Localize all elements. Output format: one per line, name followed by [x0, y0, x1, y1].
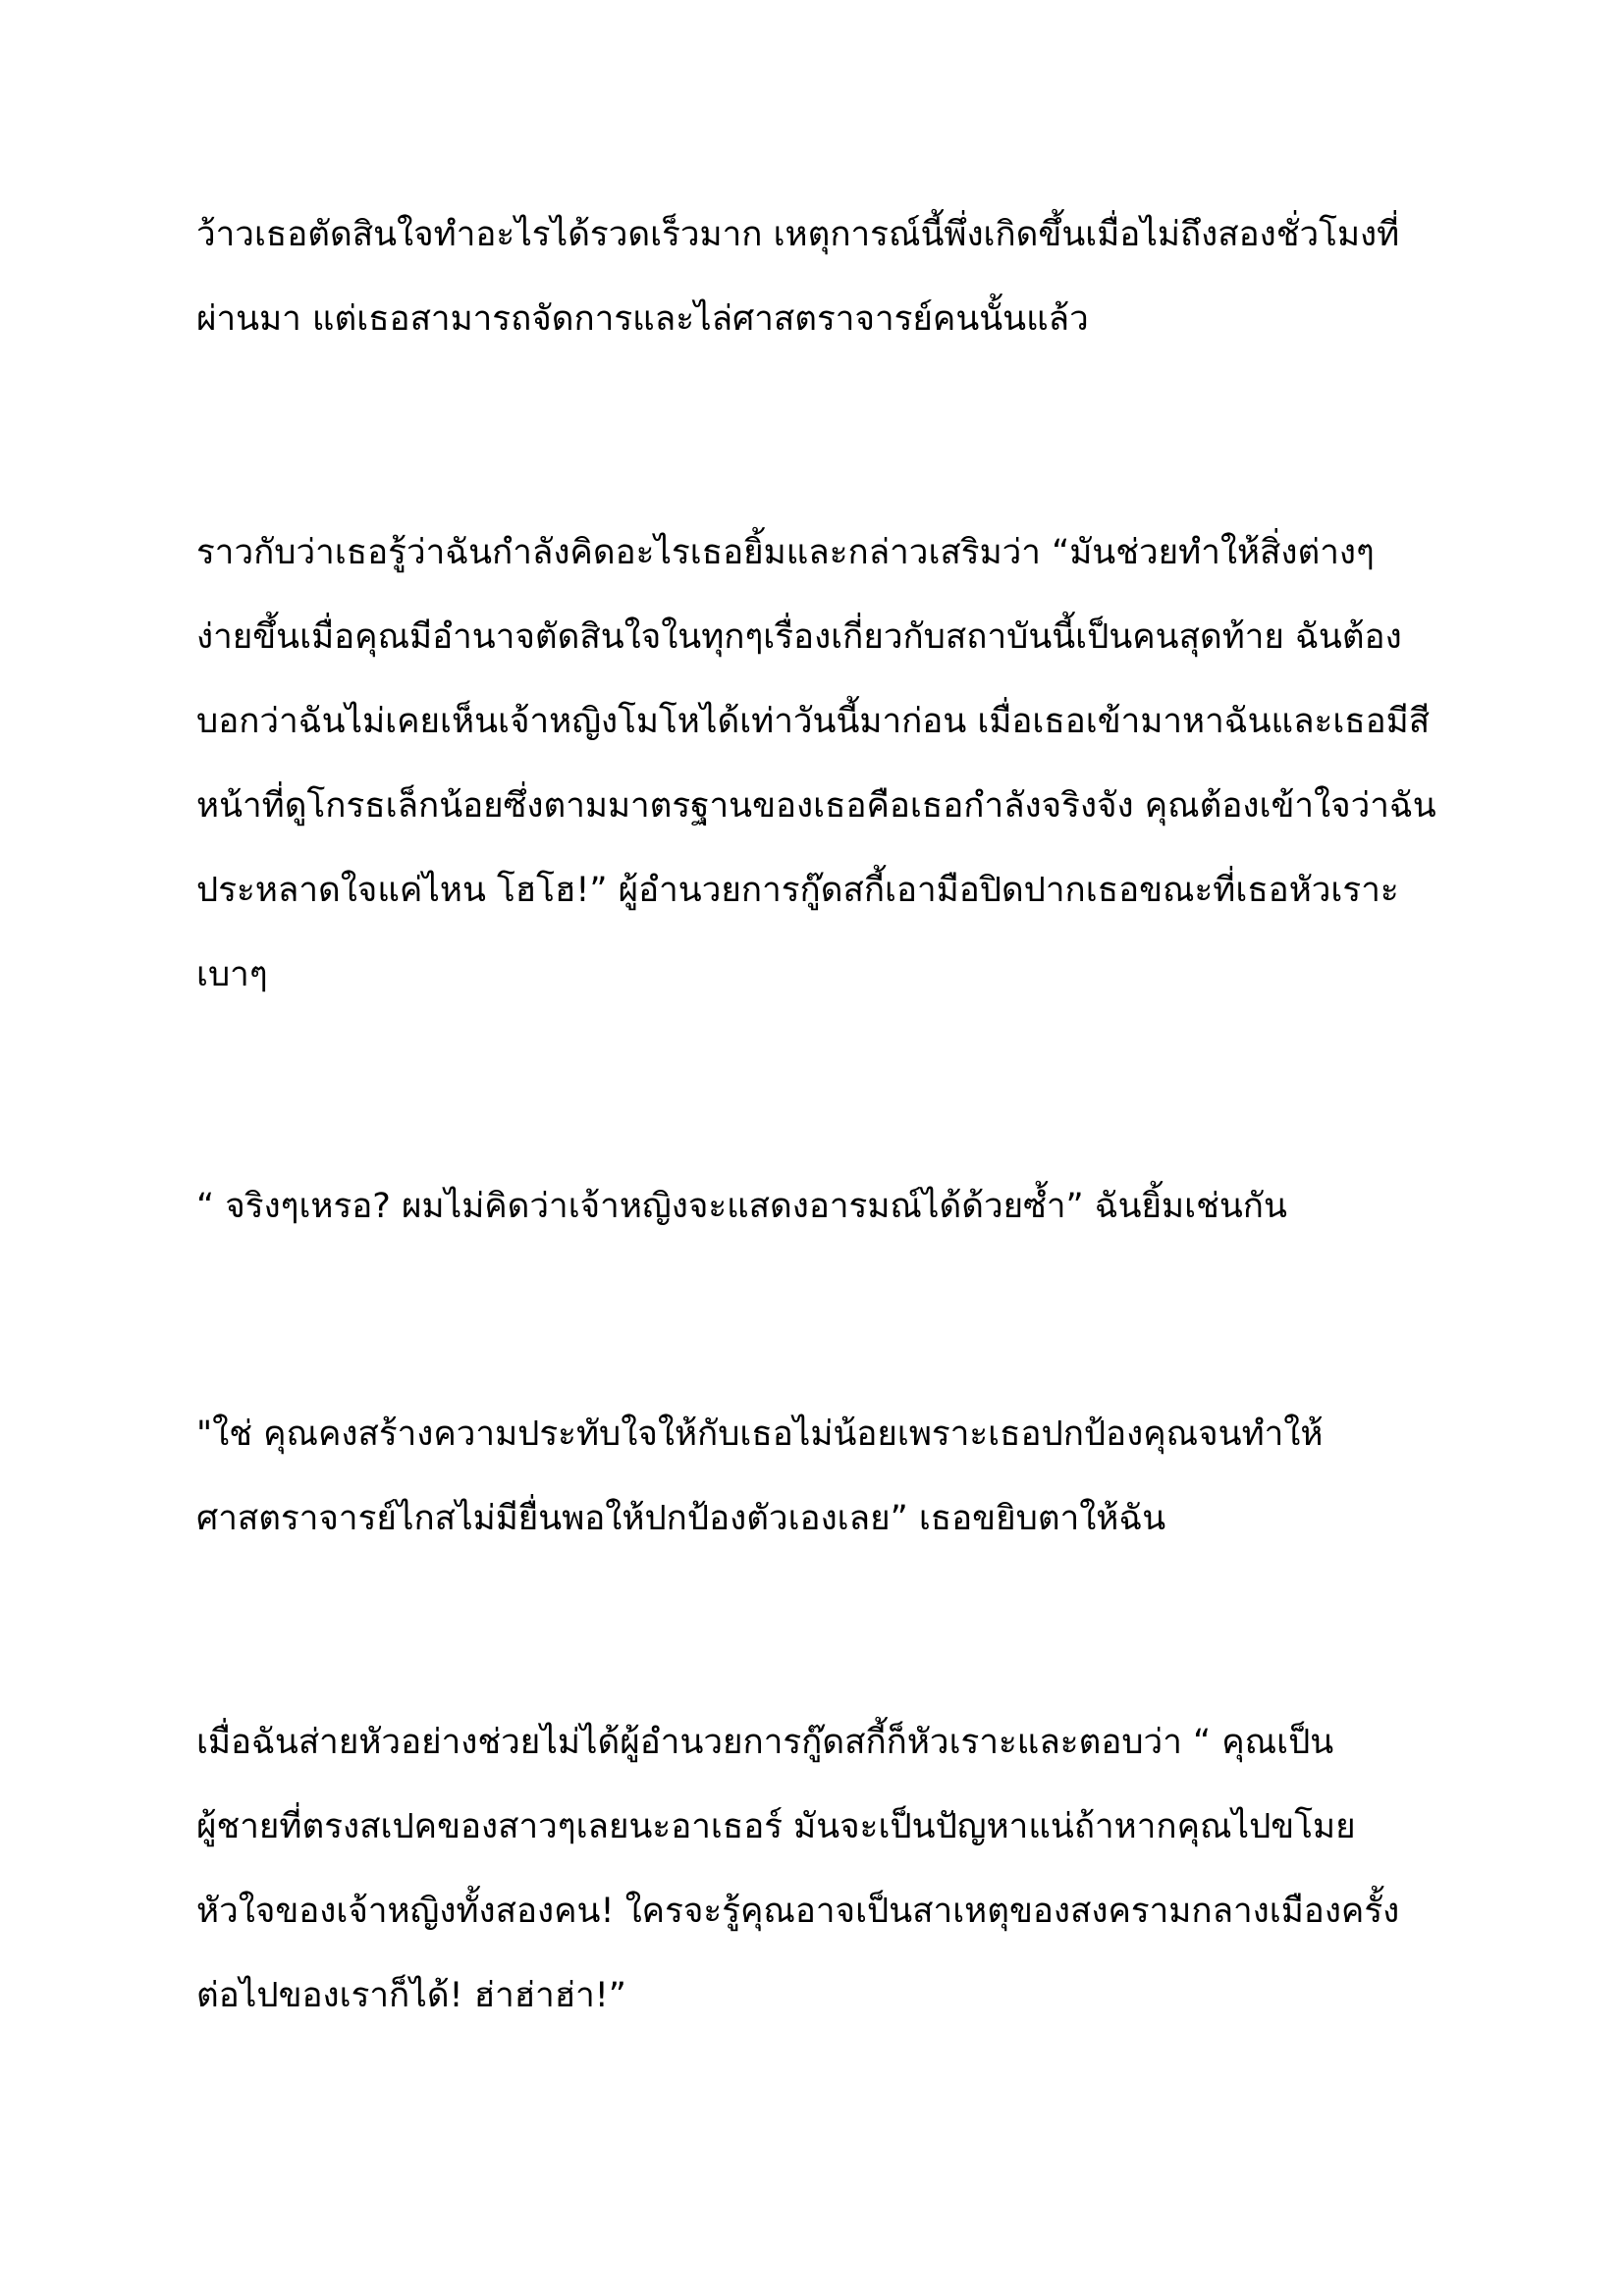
text-line: ราวกับว่าเธอรู้ว่าฉันกำลังคิดอะไรเธอยิ้มและกล่าวเสริมว่า “มันช่วยทำให้สิ่งต่างๆ	[196, 533, 1375, 572]
text-line: เบาๆ	[196, 955, 268, 994]
text-line: หัวใจของเจ้าหญิงทั้งสองคน! ใครจะรู้คุณอาจเป็นสาเหตุของสงครามกลางเมืองครั้ง	[196, 1892, 1400, 1931]
text-line: ประหลาดใจแค่ไหน โฮโฮ!” ผู้อำนวยการกู๊ดสกี้เอามือปิดปากเธอขณะที่เธอหัวเราะ	[196, 871, 1399, 910]
text-line: “ จริงๆเหรอ? ผมไม่คิดว่าเจ้าหญิงจะแสดงอารมณ์ได้ด้วยซ้ำ” ฉันยิ้มเช่นกัน	[196, 1187, 1287, 1226]
text-line: ศาสตราจารย์ไกสไม่มียื่นพอให้ปกป้องตัวเองเลย” เธอขยิบตาให้ฉัน	[196, 1499, 1166, 1538]
paragraph-1	[196, 192, 1463, 361]
text-line: ผู้ชายที่ตรงสเปคของสาวๆเลยนะอาเธอร์ มันจะเป็นปัญหาแน่ถ้าหากคุณไปขโมย	[196, 1807, 1356, 1846]
paragraph-2	[196, 510, 1463, 1017]
text-line: "ใช่ คุณคงสร้างความประทับใจให้กับเธอไม่น้อยเพราะเธอปกป้องคุณจนทำให้	[196, 1415, 1324, 1454]
text-line: เมื่อฉันส่ายหัวอย่างช่วยไม่ได้ผู้อำนวยการกู๊ดสกี้ก็หัวเราะและตอบว่า “ คุณเป็น	[196, 1723, 1334, 1762]
text-line: ต่อไปของเราก็ได้! ฮ่าฮ่าฮ่า!”	[196, 1976, 626, 2015]
text-line: ว้าวเธอตัดสินใจทำอะไรได้รวดเร็วมาก เหตุการณ์นี้พึ่งเกิดขึ้นเมื่อไม่ถึงสองชั่วโมงที่	[196, 215, 1400, 254]
paragraph-4	[196, 1392, 1463, 1561]
text-line: ง่ายขึ้นเมื่อคุณมีอำนาจตัดสินใจในทุกๆเรื่องเกี่ยวกับสถาบันนี้เป็นคนสุดท้าย ฉันต้อง	[196, 617, 1402, 657]
text-line: บอกว่าฉันไม่เคยเห็นเจ้าหญิงโมโหได้เท่าวันนี้มาก่อน เมื่อเธอเข้ามาหาฉันและเธอมีสี	[196, 702, 1431, 741]
paragraph-3	[196, 1164, 1463, 1249]
text-line: หน้าที่ดูโกรธเล็กน้อยซึ่งตามมาตรฐานของเธอคือเธอกำลังจริงจัง คุณต้องเข้าใจว่าฉัน	[196, 786, 1436, 826]
paragraph-5	[196, 1700, 1463, 2038]
text-line: ผ่านมา แต่เธอสามารถจัดการและไล่ศาสตราจารย์คนนั้นแล้ว	[196, 299, 1089, 339]
